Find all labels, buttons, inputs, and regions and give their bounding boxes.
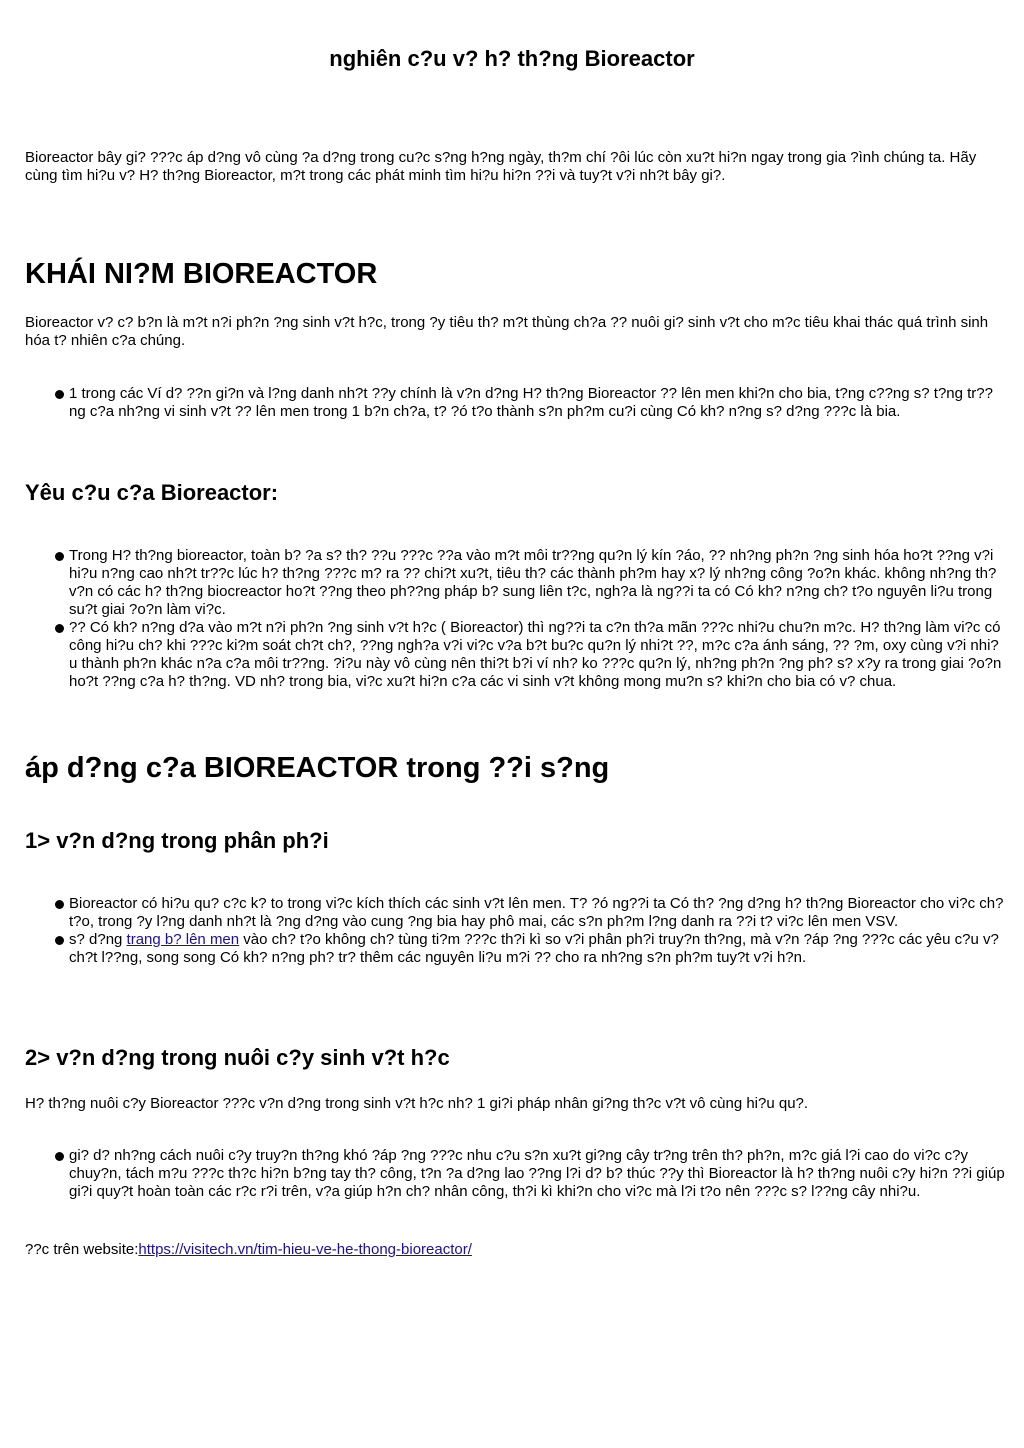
section-heading-applications: áp d?ng c?a BIOREACTOR trong ??i s?ng — [25, 752, 610, 784]
source-link[interactable]: https://visitech.vn/tim-hieu-ve-he-thong-bioreactor/ — [138, 1241, 472, 1258]
culture-bullet-list — [25, 1147, 1005, 1201]
production-bullet-list — [25, 895, 1005, 967]
concept-bullet-list — [25, 385, 1005, 421]
subsection-heading-production: 1> v?n d?ng trong phân ph?i — [25, 828, 329, 853]
source-prefix: ??c trên website: — [25, 1241, 139, 1258]
section-heading-concept: KHÁI NI?M BIOREACTOR — [25, 258, 378, 290]
culture-paragraph: H? th?ng nuôi c?y Bioreactor ???c v?n d?ng trong sinh v?t h?c nh? 1 gi?i pháp nhân gi?ng th?c v?t vô cùng hi?u qu?. — [25, 1095, 809, 1112]
bullet-text-suffix: vào ch? t?o không ch? tùng ti?m ???c th?i kì so v?i phân ph?i truy?n th?ng, mà v?n ?áp ?ng ???c các yêu c?u v? ch?t l??ng, song song Có kh? n?ng ph? tr? thêm các nguyên li?u m?i ?? cho ra nh?ng s?n ph?m tuy?t v?i h?n. — [69, 931, 999, 966]
list-item: Trong H? th?ng bioreactor, toàn b? ?a s? th? ??u ???c ??a vào m?t môi tr??ng qu?n lý kín ?áo, ?? nh?ng ph?n ?ng sinh hóa ho?t ??ng v?i hi?u n?ng cao nh?t tr??c lúc h? th?ng ???c m? ra ?? chi?t xu?t, tiêu th? các thành ph?m hay x? lý nh?ng công ?o?n khác. không nh?ng th? v?n có các h? th?ng biocreactor ho?t ??ng theo ph??ng pháp b? sung liên t?c, ngh?a là ng??i ta có Có kh? n?ng ch? t?o nguyên li?u trong su?t giai ?o?n làm vi?c. — [25, 547, 1005, 619]
intro-paragraph: Bioreactor bây gi? ???c áp d?ng vô cùng ?a d?ng trong cu?c s?ng h?ng ngày, th?m chí ?ôi lúc còn xu?t hi?n ngay trong gia ?ình chúng ta. Hãy cùng tìm hi?u v? H? th?ng Bioreactor, m?t trong các phát minh tìm hi?u hi?n ??i và tuy?t v?i nh?t bây gi?. — [25, 149, 977, 184]
document-title: nghiên c?u v? h? th?ng Bioreactor — [329, 46, 695, 71]
fermenter-link[interactable]: trang b? lên men — [126, 931, 240, 948]
requirements-bullet-list — [25, 547, 1005, 691]
list-item: ?? Có kh? n?ng d?a vào m?t n?i ph?n ?ng sinh v?t h?c ( Bioreactor) thì ng??i ta c?n th?a mãn ???c nhi?u chu?n m?c. H? th?ng làm vi?c có công hi?u ch? khi ???c ki?m soát ch?t ch?, ??ng ngh?a v?i vi?c v?a b?t bu?c qu?n lý nhi?t ??, m?c c?a ánh sáng, ?? ?m, oxy cùng v?i nhi?u thành ph?n khác n?a c?a môi tr??ng. ?i?u này vô cùng nên thi?t b?i ví nh? ko ???c qu?n lý, nh?ng ph?n ?ng ph? s? x?y ra trong giai ?o?n ho?t ??ng c?a h? th?ng. VD nh? trong bia, vi?c xu?t hi?n c?a các vi sinh v?t không mong mu?n s? khi?n cho bia có v? chua. — [25, 619, 1005, 691]
bullet-text-prefix: s? d?ng — [69, 931, 127, 948]
list-item: 1 trong các Ví d? ??n gi?n và l?ng danh nh?t ??y chính là v?n d?ng H? th?ng Bioreactor ?? lên men khi?n cho bia, t?ng c??ng s? t?ng tr??ng c?a nh?ng vi sinh v?t ?? lên men trong 1 b?n ch?a, t? ?ó t?o thành s?n ph?m cu?i cùng Có kh? n?ng s? d?ng ???c là bia. — [25, 385, 1005, 421]
list-item: Bioreactor có hi?u qu? c?c k? to trong vi?c kích thích các sinh v?t lên men. T? ?ó ng??i ta Có th? ?ng d?ng h? th?ng Bioreactor cho vi?c ch? t?o, trong ?y l?ng danh nh?t là ?ng d?ng vào cung ?ng bia hay phô mai, các s?n ph?m l?ng danh ra ??i t? vi?c lên men VSV. — [25, 895, 1005, 931]
list-item: gi? d? nh?ng cách nuôi c?y truy?n th?ng khó ?áp ?ng ???c nhu c?u s?n xu?t gi?ng cây tr?ng trên th? ph?n, m?c giá l?i cao do vi?c c?y chuy?n, tách m?u ???c th?c hi?n b?ng tay th? công, t?n ?a d?ng lao ??ng l?i d? b? thúc ??y thì Bioreactor là h? th?ng nuôi c?y hi?n ??i giúp gi?i quy?t hoàn toàn các r?c r?i trên, v?a giúp h?n ch? nhân công, th?i kì khi?n cho vi?c mà l?i t?o nên ???c s? l??ng cây nhi?u. — [25, 1147, 1005, 1201]
subsection-heading-culture: 2> v?n d?ng trong nuôi c?y sinh v?t h?c — [25, 1045, 450, 1070]
concept-paragraph: Bioreactor v? c? b?n là m?t n?i ph?n ?ng sinh v?t h?c, trong ?y tiêu th? m?t thùng ch?a ?? nuôi gi? sinh v?t cho m?c tiêu khai thác quá trình sinh hóa t? nhiên c?a chúng. — [25, 314, 989, 349]
section-heading-requirements: Yêu c?u c?a Bioreactor: — [25, 480, 279, 505]
source-line — [25, 1241, 1005, 1259]
list-item — [25, 931, 1005, 967]
